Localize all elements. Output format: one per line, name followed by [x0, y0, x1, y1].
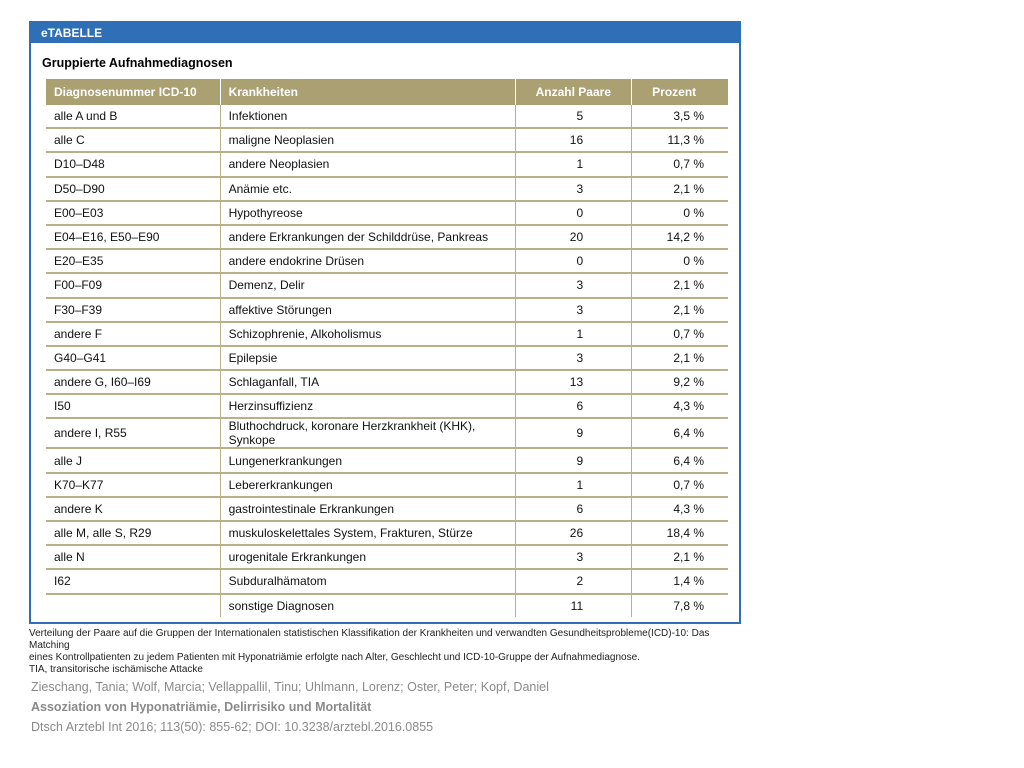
- cell-pair-count: 11: [515, 594, 632, 617]
- cell-disease: maligne Neoplasien: [220, 128, 515, 152]
- table-row: [46, 322, 728, 346]
- table-row: [46, 201, 728, 225]
- cell-percent: 14,2 %: [632, 225, 728, 249]
- cell-percent: 0 %: [632, 249, 728, 273]
- cell-pair-count: 3: [515, 177, 632, 201]
- cell-icd-code: E00–E03: [46, 201, 220, 225]
- cell-percent: 11,3 %: [632, 128, 728, 152]
- cell-disease: Herzinsuffizienz: [220, 394, 515, 418]
- table-row: [46, 225, 728, 249]
- cell-percent: 1,4 %: [632, 569, 728, 593]
- cell-pair-count: 13: [515, 370, 632, 394]
- table-row: [46, 594, 728, 617]
- table-footnote: [29, 628, 749, 676]
- cell-pair-count: 3: [515, 346, 632, 370]
- cell-icd-code: andere I, R55: [46, 418, 220, 448]
- cell-icd-code: [46, 594, 220, 617]
- cell-percent: 2,1 %: [632, 346, 728, 370]
- cell-pair-count: 26: [515, 521, 632, 545]
- cell-pair-count: 3: [515, 273, 632, 297]
- cell-icd-code: I50: [46, 394, 220, 418]
- table-row: [46, 394, 728, 418]
- cell-percent: 0,7 %: [632, 152, 728, 176]
- cell-percent: 3,5 %: [632, 105, 728, 128]
- cell-percent: 0,7 %: [632, 322, 728, 346]
- footnote-line: Verteilung der Paare auf die Gruppen der Internationalen statistischen Klassifikation der Krankheiten und verwandten Gesundheitsprobleme(ICD)-10: Das Matching: [29, 628, 710, 651]
- cell-disease: Hypothyreose: [220, 201, 515, 225]
- cell-pair-count: 6: [515, 497, 632, 521]
- etable-panel: [29, 21, 741, 624]
- cell-pair-count: 6: [515, 394, 632, 418]
- cell-percent: 0 %: [632, 201, 728, 225]
- cell-disease: Schlaganfall, TIA: [220, 370, 515, 394]
- column-header-icd: Diagnosenummer ICD-10: [46, 79, 220, 105]
- cell-disease: affektive Störungen: [220, 298, 515, 322]
- table-row: [46, 418, 728, 448]
- citation-source: Dtsch Arztebl Int 2016; 113(50): 855-62; DOI: 10.3238/arztebl.2016.0855: [31, 720, 434, 734]
- cell-icd-code: I62: [46, 569, 220, 593]
- cell-icd-code: D10–D48: [46, 152, 220, 176]
- cell-percent: 2,1 %: [632, 298, 728, 322]
- cell-pair-count: 0: [515, 249, 632, 273]
- table-row: [46, 545, 728, 569]
- cell-percent: 9,2 %: [632, 370, 728, 394]
- cell-percent: 4,3 %: [632, 394, 728, 418]
- table-row: [46, 497, 728, 521]
- footnote-line: eines Kontrollpatienten zu jedem Patienten mit Hyponatriämie erfolgte nach Alter, Geschlecht und ICD-10-Gruppe der Aufnahmediagnose.: [29, 652, 640, 663]
- citation-title: Assoziation von Hyponatriämie, Delirrisiko und Mortalität: [31, 700, 372, 714]
- cell-icd-code: alle N: [46, 545, 220, 569]
- cell-disease: gastrointestinale Erkrankungen: [220, 497, 515, 521]
- cell-disease: andere Erkrankungen der Schilddrüse, Pankreas: [220, 225, 515, 249]
- cell-icd-code: andere F: [46, 322, 220, 346]
- cell-pair-count: 20: [515, 225, 632, 249]
- cell-disease: andere Neoplasien: [220, 152, 515, 176]
- table-row: [46, 448, 728, 472]
- cell-icd-code: K70–K77: [46, 473, 220, 497]
- cell-disease: muskuloskelettales System, Frakturen, Stürze: [220, 521, 515, 545]
- cell-percent: 7,8 %: [673, 598, 704, 613]
- table-row: [46, 128, 728, 152]
- cell-disease: Schizophrenie, Alkoholismus: [220, 322, 515, 346]
- cell-pair-count: 1: [515, 322, 632, 346]
- column-header-diseases: Krankheiten: [220, 79, 515, 105]
- cell-disease: andere endokrine Drüsen: [220, 249, 515, 273]
- table-row: [46, 177, 728, 201]
- cell-pair-count: 1: [515, 473, 632, 497]
- cell-percent: 2,1 %: [632, 273, 728, 297]
- cell-disease: Infektionen: [220, 105, 515, 128]
- column-header-pairs: Anzahl Paare: [515, 79, 632, 105]
- cell-percent: 4,3 %: [632, 497, 728, 521]
- cell-percent: 2,1 %: [632, 545, 728, 569]
- cell-percent: 2,1 %: [632, 177, 728, 201]
- cell-pair-count: 16: [515, 128, 632, 152]
- cell-icd-code: alle M, alle S, R29: [46, 521, 220, 545]
- cell-disease: urogenitale Erkrankungen: [220, 545, 515, 569]
- cell-pair-count: 2: [515, 569, 632, 593]
- cell-percent: 6,4 %: [632, 448, 728, 472]
- diagnosis-table: [46, 79, 728, 617]
- table-row: [46, 521, 728, 545]
- cell-disease: Epilepsie: [220, 346, 515, 370]
- table-row: [46, 105, 728, 128]
- cell-disease: Anämie etc.: [220, 177, 515, 201]
- cell-icd-code: F00–F09: [46, 273, 220, 297]
- cell-disease: Demenz, Delir: [220, 273, 515, 297]
- table-row: [46, 152, 728, 176]
- table-row: [46, 370, 728, 394]
- table-row: [46, 249, 728, 273]
- table-title: Gruppierte Aufnahmediagnosen: [42, 56, 233, 70]
- table-row: [46, 473, 728, 497]
- cell-pair-count: 3: [515, 545, 632, 569]
- cell-percent: 0,7 %: [632, 473, 728, 497]
- cell-disease: sonstige Diagnosen: [220, 594, 515, 617]
- cell-icd-code: alle C: [46, 128, 220, 152]
- cell-icd-code: D50–D90: [46, 177, 220, 201]
- table-row: [46, 346, 728, 370]
- cell-pair-count: 9: [515, 418, 632, 448]
- cell-icd-code: alle A und B: [46, 105, 220, 128]
- cell-icd-code: E04–E16, E50–E90: [46, 225, 220, 249]
- cell-percent: 6,4 %: [632, 418, 728, 448]
- cell-pair-count: 0: [515, 201, 632, 225]
- cell-disease: Lungenerkrankungen: [220, 448, 515, 472]
- cell-pair-count: 5: [515, 105, 632, 128]
- cell-icd-code: andere G, I60–I69: [46, 370, 220, 394]
- cell-icd-code: andere K: [46, 497, 220, 521]
- etable-label: eTABELLE: [31, 23, 739, 43]
- cell-disease: Lebererkrankungen: [220, 473, 515, 497]
- cell-pair-count: 9: [515, 448, 632, 472]
- table-row: [46, 298, 728, 322]
- citation-authors: Zieschang, Tania; Wolf, Marcia; Vellappallil, Tinu; Uhlmann, Lorenz; Oster, Peter; Kopf, Daniel: [31, 680, 549, 694]
- cell-icd-code: F30–F39: [46, 298, 220, 322]
- cell-icd-code: G40–G41: [46, 346, 220, 370]
- citation: [31, 677, 549, 737]
- table-row: [46, 569, 728, 593]
- cell-percent: 18,4 %: [632, 521, 728, 545]
- cell-pair-count: 3: [515, 298, 632, 322]
- table-row: [46, 273, 728, 297]
- cell-disease: Subduralhämatom: [220, 569, 515, 593]
- cell-disease: Bluthochdruck, koronare Herzkrankheit (KHK), Synkope: [220, 418, 515, 448]
- footnote-line: TIA, transitorische ischämische Attacke: [29, 664, 203, 675]
- table-header-row: [46, 79, 728, 105]
- cell-pair-count: 1: [515, 152, 632, 176]
- cell-icd-code: alle J: [46, 448, 220, 472]
- cell-icd-code: E20–E35: [46, 249, 220, 273]
- column-header-percent: Prozent: [632, 79, 728, 105]
